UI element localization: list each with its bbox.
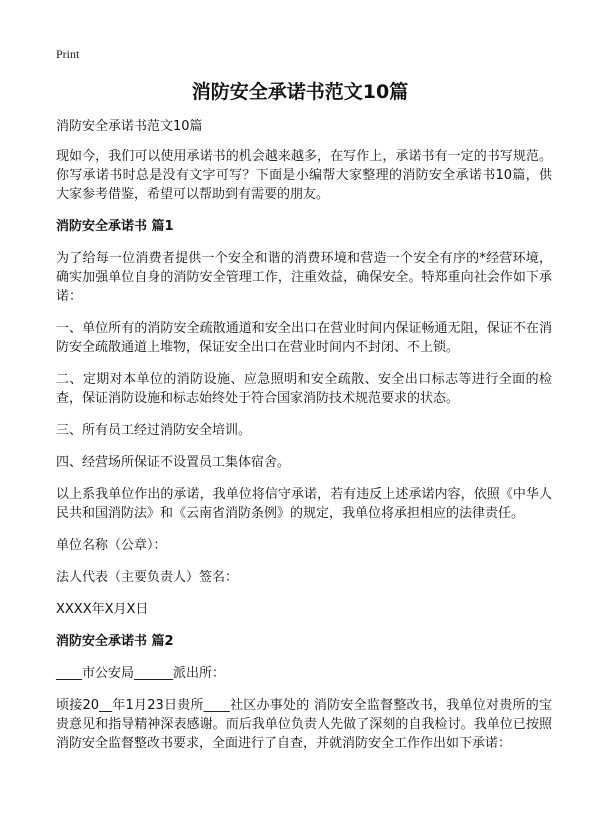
paragraph: 四、经营场所保证不设置员工集体宿舍。 xyxy=(56,455,291,470)
intro-paragraph: 现如今，我们可以使用承诺书的机会越来越多，在写作上，承诺书有一定的书写规范。你写承诺书时总是没有文字可写？下面是小编帮大家整理的消防安全承诺书10篇，供大家参考借鉴，希望可以帮助到有需要的朋友。 xyxy=(56,149,552,202)
signature-line-legal-rep: 法人代表（主要负责人）签名： xyxy=(56,570,239,585)
article-subtitle: 消防安全承诺书范文10篇 xyxy=(56,119,203,134)
paragraph: 以上系我单位作出的承诺，我单位将信守承诺，若有违反上述承诺内容，依照《中华人民共和国消防法》和《云南省消防条例》的规定，我单位将承担相应的法律责任。 xyxy=(56,487,552,521)
page-title: 消防安全承诺书范文10篇 xyxy=(191,81,409,103)
section-heading-1: 消防安全承诺书 篇1 xyxy=(56,219,174,234)
date-line: XXXX年X月X日 xyxy=(56,602,149,617)
article-body xyxy=(56,117,552,766)
paragraph: 一、单位所有的消防安全疏散通道和安全出口在营业时间内保证畅通无阻，保证不在消防安全疏散通道上堆物，保证安全出口在营业时间内不封闭、不上锁。 xyxy=(56,321,552,355)
paragraph: 为了给每一位消费者提供一个安全和谐的消费环境和营造一个安全有序的*经营环境，确实加强单位自身的消防安全管理工作，注重效益，确保安全。特郑重向社会作如下承诺： xyxy=(56,251,552,304)
print-link[interactable]: Print xyxy=(56,47,80,61)
signature-line-unit: 单位名称（公章）： xyxy=(56,538,167,553)
paragraph: 二、定期对本单位的消防设施、应急照明和安全疏散、安全出口标志等进行全面的检查，保证消防设施和标志始终处于符合国家消防技术规范要求的状态。 xyxy=(56,372,552,406)
paragraph: 三、所有员工经过消防安全培训。 xyxy=(56,423,252,438)
section-heading-2: 消防安全承诺书 篇2 xyxy=(56,634,174,649)
paragraph: 顷接20__年1月23日贵所____社区办事处的 消防安全监督整改书，我单位对贵所的宝贵意见和指导精神深表感谢。而后我单位负责人先做了深刻的自我检讨。我单位已按照消防安全监督整改书要求，全面进行了自查，并就消防安全工作作出如下承诺： xyxy=(56,698,552,751)
addressee-line: ____市公安局______派出所： xyxy=(56,666,226,681)
